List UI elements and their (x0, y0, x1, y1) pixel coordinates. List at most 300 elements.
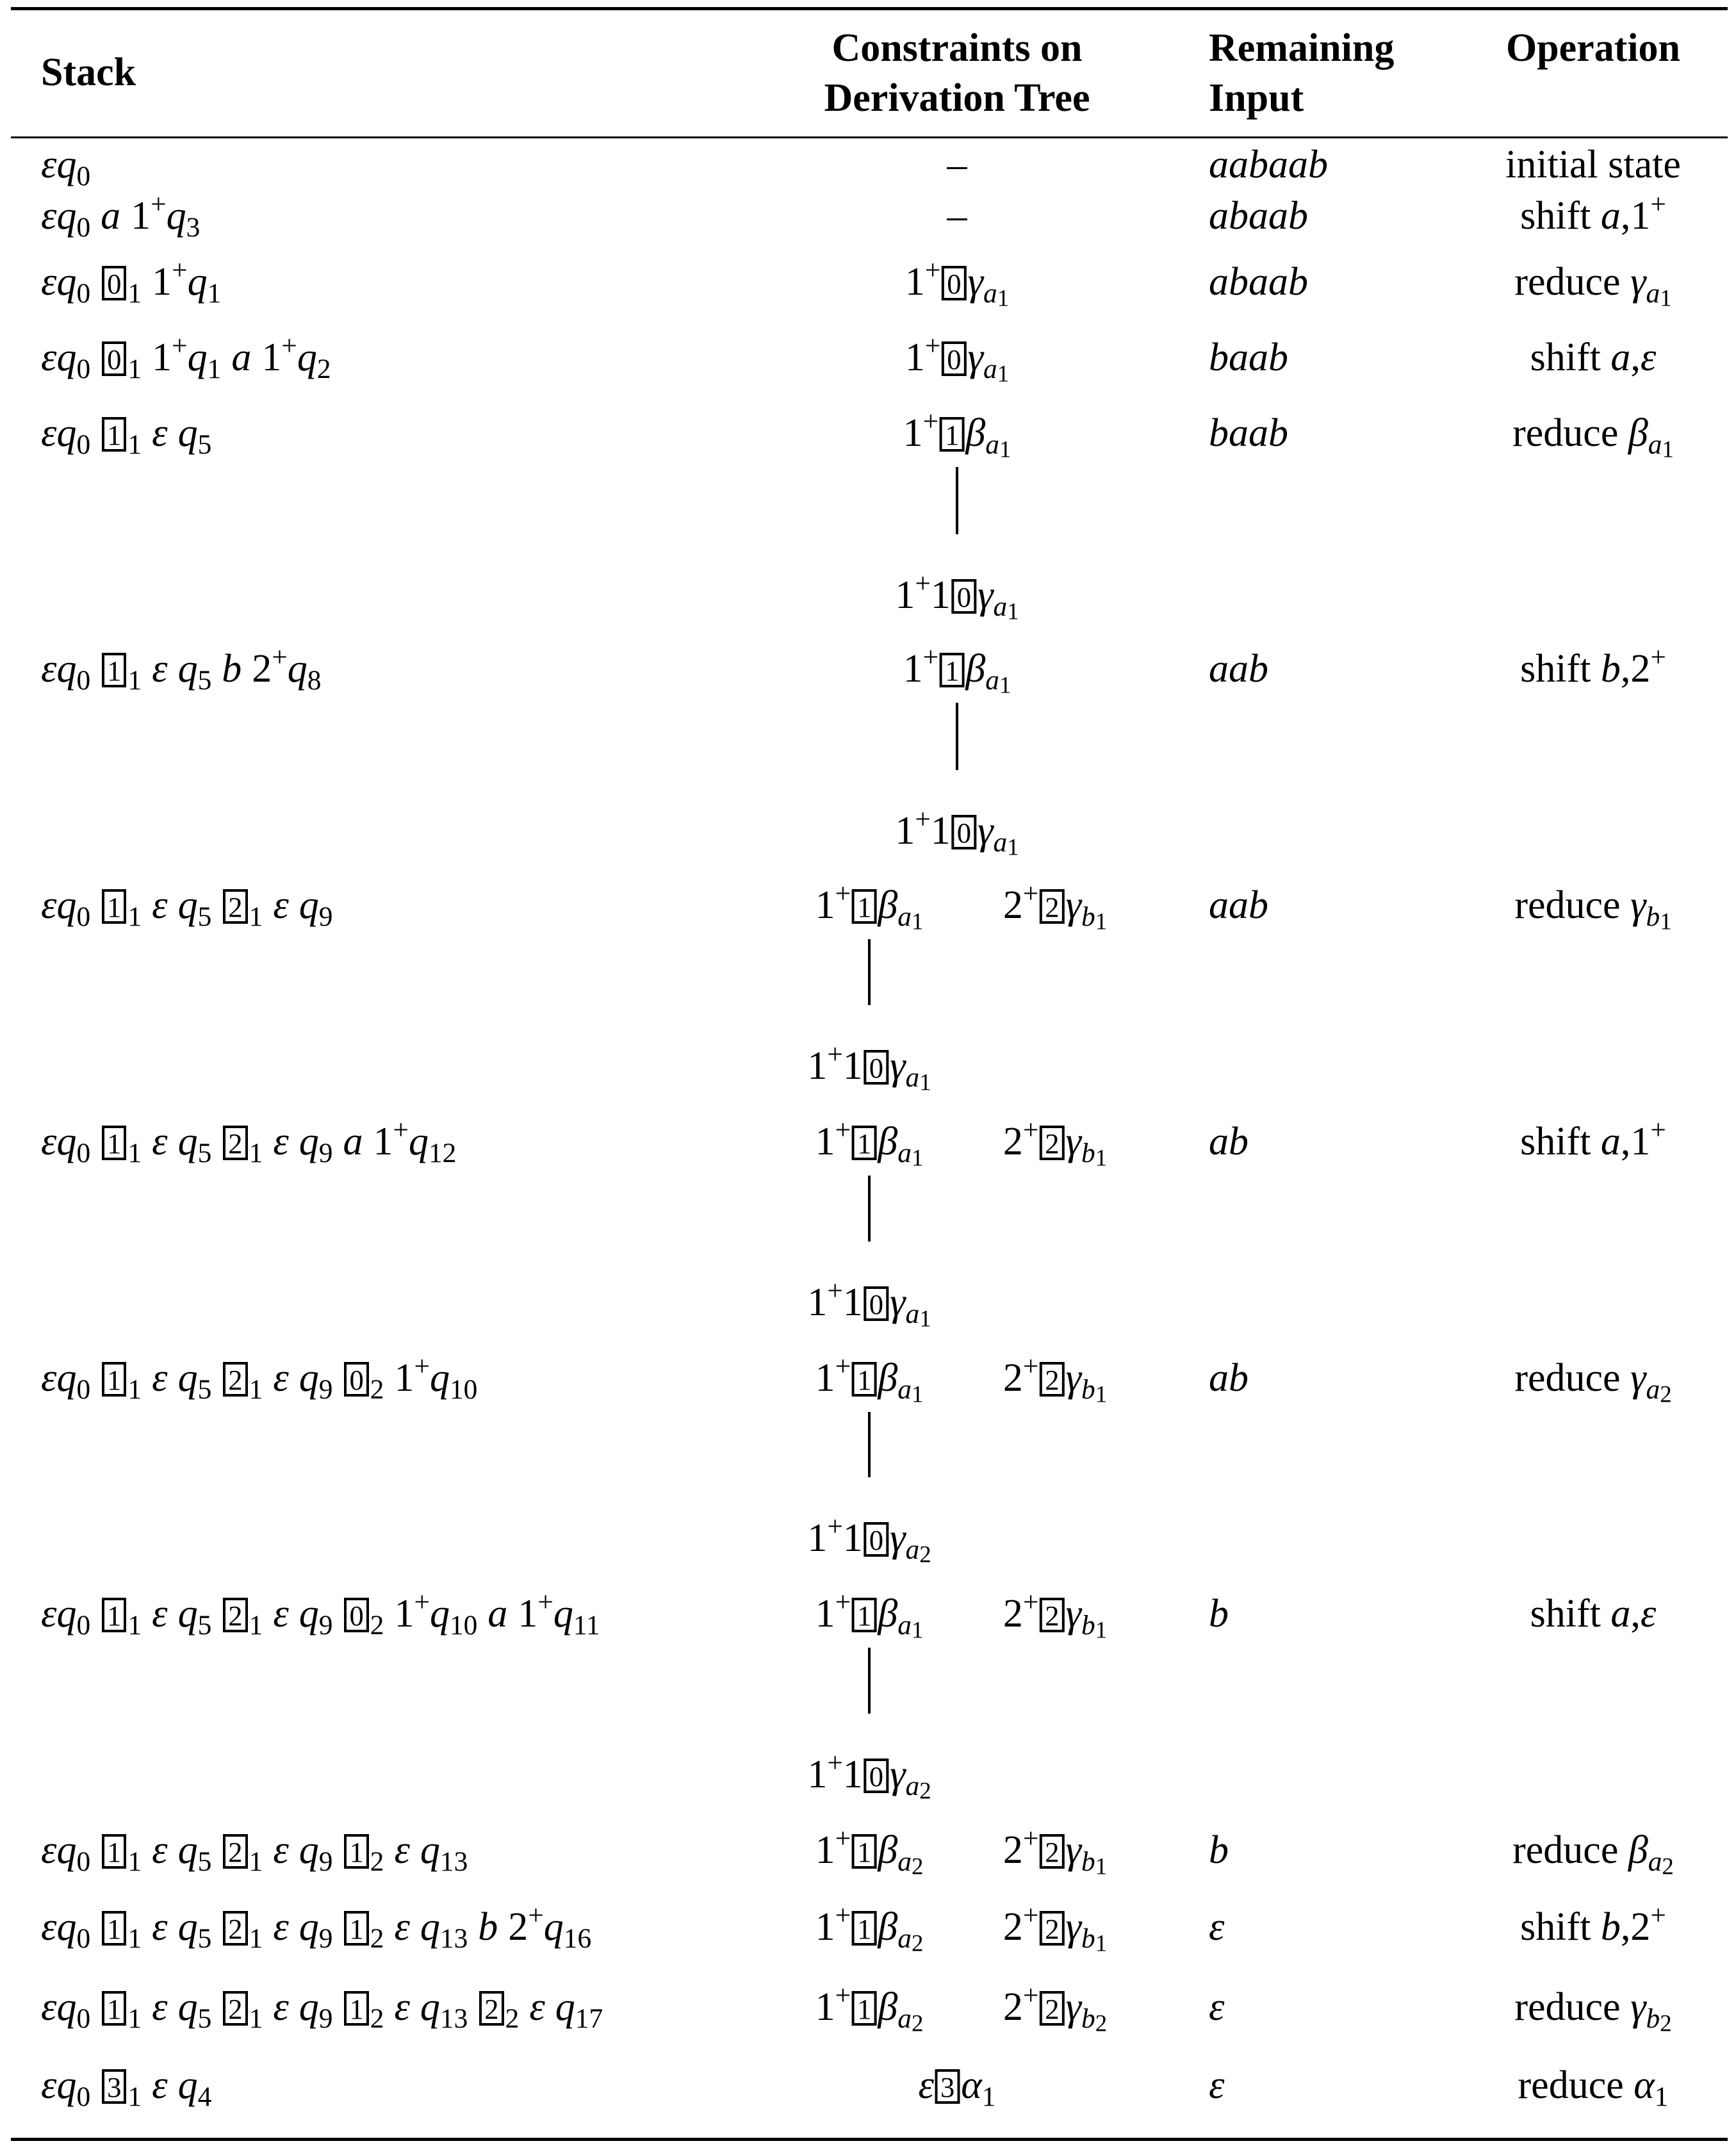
math-symbol: q (187, 336, 208, 379)
math-symbol: 2 (1003, 1356, 1023, 1400)
subscript (450, 1374, 477, 1405)
subscript (370, 1846, 384, 1877)
math-token (843, 1044, 863, 1088)
math-group (177, 1119, 212, 1169)
math-token (101, 883, 142, 933)
subscript-text: 2 (316, 354, 331, 385)
math-token (947, 194, 967, 238)
subscript (76, 1846, 90, 1877)
math-group (101, 1591, 142, 1641)
math-symbol: b (1600, 647, 1621, 691)
math-symbol: ε (41, 1120, 57, 1163)
subscript-text: 16 (563, 1923, 592, 1955)
subscript-text: b (1646, 2003, 1660, 2035)
box-index: 0 (864, 1522, 888, 1557)
subscript-text: 17 (575, 2003, 603, 2035)
math-token (41, 194, 56, 238)
math-symbol: q (56, 411, 77, 455)
math-group (815, 878, 924, 935)
math-token (895, 568, 931, 617)
math-token (101, 1985, 142, 2035)
math-token (851, 1985, 878, 2029)
math-group (222, 1119, 263, 1169)
math-token (1038, 883, 1065, 927)
superscript: + (281, 331, 297, 362)
box-index: 2 (223, 1834, 247, 1869)
box-index: 0 (942, 266, 966, 301)
math-token (273, 1985, 288, 2029)
tree-edge (868, 1648, 871, 1714)
derivation-tree-child (807, 1039, 931, 1095)
math-symbol: b (1600, 1905, 1621, 1949)
math-symbol: 1 (815, 1592, 835, 1636)
math-group (177, 1828, 212, 1878)
derivation-tree-root (815, 1980, 924, 2037)
stack-cell (41, 142, 91, 192)
math-token (56, 1985, 91, 2035)
math-group (815, 1115, 924, 1171)
operation-word: shift (1520, 1905, 1591, 1949)
superscript: + (172, 255, 188, 286)
math-token (152, 1985, 167, 2029)
subscript-text: 5 (197, 429, 212, 461)
subscript (319, 901, 333, 932)
subscript-text: 1 (249, 1374, 263, 1406)
derivation-tree-child (895, 804, 1019, 860)
math-group (152, 255, 222, 309)
math-group (903, 406, 1011, 463)
subscript (370, 2003, 384, 2034)
subscript-text: b (1081, 1138, 1095, 1169)
operation-cell (1530, 335, 1657, 380)
math-token (1038, 1905, 1065, 1949)
box-index: 0 (864, 1759, 888, 1794)
math-symbol: β (1628, 411, 1648, 455)
box-index: 1 (102, 1991, 126, 2026)
math-token (394, 1985, 409, 2029)
box-index: 2 (223, 1991, 247, 2026)
math-symbol: q (287, 647, 307, 691)
subscript (370, 1374, 384, 1405)
box-index: 1 (940, 653, 964, 688)
math-symbol: 2 (252, 647, 272, 691)
math-symbol: q (177, 1985, 198, 2029)
math-symbol: 1 (807, 1516, 828, 1560)
subscript-text: 9 (318, 1138, 333, 1169)
box-index: 1 (102, 1834, 126, 1869)
tree-edge (868, 1412, 871, 1477)
subscript-text: 9 (318, 1846, 333, 1878)
subscript (76, 2003, 90, 2034)
subscript-text: 1 (249, 1923, 263, 1955)
subscript (1081, 1138, 1108, 1171)
math-token (273, 1592, 288, 1636)
subscript (249, 2003, 263, 2034)
math-symbol: ε (152, 1592, 168, 1636)
math-symbol: q (177, 647, 198, 691)
math-group (815, 1587, 924, 1643)
math-token (863, 1044, 890, 1088)
math-symbol: q (420, 1905, 440, 1949)
math-symbol: γ (1630, 883, 1646, 927)
math-symbol: 2 (1630, 647, 1651, 691)
math-group (101, 646, 142, 696)
math-token (978, 573, 1019, 625)
superscript: + (1650, 1900, 1666, 1931)
math-symbol: β (878, 1356, 898, 1400)
subscript-text: 0 (76, 354, 91, 385)
subscript-text: 5 (197, 1846, 212, 1878)
math-token (222, 883, 263, 933)
subscript-text: a (905, 1062, 920, 1094)
subscript-text: a (983, 354, 997, 385)
math-token (343, 1905, 384, 1955)
math-group (41, 411, 91, 461)
math-group (273, 883, 288, 928)
sub-subscript: 1 (1095, 1853, 1108, 1880)
superscript: + (835, 1351, 851, 1382)
math-group (152, 1356, 167, 1400)
math-group (101, 335, 142, 385)
box-index: 2 (1040, 1834, 1064, 1869)
math-group (261, 331, 331, 385)
box-index: 0 (102, 341, 126, 377)
superscript: + (528, 1900, 544, 1931)
math-group (1600, 1900, 1666, 1949)
math-token (815, 1115, 851, 1163)
math-token (1601, 194, 1621, 238)
math-group (222, 1828, 263, 1878)
math-symbol: γ (890, 1281, 906, 1324)
math-token (878, 1592, 924, 1643)
header-stack: Stack (41, 51, 136, 94)
math-token (56, 1120, 91, 1169)
superscript: + (827, 1275, 843, 1307)
math-group (41, 259, 91, 309)
operation-cell (1520, 642, 1666, 691)
sub-subscript: 2 (911, 1853, 924, 1880)
math-token (299, 1120, 333, 1169)
remaining-input: baab (1209, 336, 1288, 379)
math-token (843, 1281, 863, 1324)
math-group (273, 1119, 288, 1164)
subscript-text: b (1081, 1923, 1095, 1955)
math-token (947, 143, 967, 186)
math-token (815, 1900, 851, 1949)
math-token (394, 1905, 409, 1949)
math-symbol: q (299, 883, 319, 927)
math-group (177, 411, 212, 461)
subscript-text: a (993, 827, 1008, 858)
box-index: 3 (102, 2069, 126, 2104)
math-token (1630, 1356, 1672, 1407)
math-token (938, 411, 965, 455)
math-symbol: a (1610, 1592, 1631, 1636)
math-token (487, 1592, 507, 1636)
superscript: + (835, 1115, 851, 1146)
math-token (56, 1356, 91, 1406)
math-group (478, 1985, 520, 2035)
subscript-text: 0 (76, 1923, 91, 1955)
superscript: + (924, 331, 941, 362)
math-symbol: 2 (1003, 1905, 1023, 1949)
math-token (41, 1120, 56, 1163)
math-token (553, 1592, 600, 1641)
math-token (56, 336, 91, 385)
math-token (1038, 1828, 1065, 1872)
math-symbol: 2 (1003, 1120, 1023, 1163)
math-group (1628, 1828, 1674, 1880)
box-index: 1 (102, 889, 126, 924)
math-group (1600, 1115, 1666, 1164)
operation-cell (1520, 1115, 1666, 1164)
superscript: + (1650, 189, 1666, 220)
subscript-text: 3 (186, 212, 201, 243)
math-token (222, 1985, 263, 2035)
math-token (967, 336, 1010, 387)
math-token (222, 647, 242, 691)
math-token (903, 406, 939, 455)
math-token (1630, 189, 1666, 238)
math-symbol: γ (1630, 1985, 1646, 2029)
math-group (807, 1275, 931, 1332)
math-token (56, 194, 91, 243)
math-symbol: 1 (807, 1281, 828, 1324)
math-group (177, 1905, 212, 1955)
math-symbol: q (429, 1592, 450, 1636)
math-symbol: ε (41, 647, 57, 691)
math-symbol: q (56, 1905, 77, 1949)
subscript (249, 1138, 263, 1168)
math-token (965, 647, 1011, 698)
math-symbol: q (177, 1356, 198, 1400)
subscript (76, 901, 90, 932)
math-token (815, 878, 851, 927)
subscript (127, 901, 142, 932)
math-token (1601, 1905, 1621, 1949)
math-token (343, 1592, 384, 1641)
math-group (903, 642, 1011, 698)
math-token (478, 1905, 498, 1949)
math-symbol: ε (273, 1592, 289, 1636)
subscript-text: 5 (197, 1610, 212, 1641)
operation-cell (1514, 883, 1672, 935)
subscript (1081, 1374, 1107, 1405)
math-group (299, 1905, 333, 1955)
sub-subscript: 1 (1662, 436, 1674, 463)
table-row (0, 642, 1736, 860)
subscript (1648, 429, 1674, 463)
math-group (394, 1985, 409, 2029)
subscript (249, 1610, 263, 1641)
math-symbol: q (177, 1120, 198, 1163)
subscript-text: b (1081, 1374, 1095, 1406)
math-symbol: 2 (1630, 1905, 1651, 1949)
math-symbol: γ (978, 809, 994, 853)
superscript: + (835, 878, 851, 910)
math-token (394, 1828, 409, 1872)
subscript (198, 1374, 212, 1405)
sub-subscript: 1 (1095, 1616, 1108, 1643)
subscript (127, 665, 142, 696)
math-token (1003, 1823, 1039, 1872)
math-symbol: γ (890, 1516, 906, 1560)
box-index: 1 (102, 1362, 126, 1397)
math-symbol: ε (1640, 1592, 1657, 1636)
subscript-text: 0 (76, 278, 91, 309)
math-token (938, 647, 965, 691)
math-token (1630, 1592, 1641, 1636)
math-token (287, 647, 322, 696)
math-token (152, 1905, 167, 1949)
math-symbol: α (1634, 2063, 1655, 2107)
math-token (1630, 260, 1672, 311)
tree-edge (868, 939, 871, 1005)
subscript (127, 1610, 142, 1641)
remaining-input: baab (1209, 411, 1288, 455)
subscript-text: 1 (127, 665, 142, 696)
math-group (177, 646, 212, 696)
subscript (76, 354, 90, 384)
box-index: 1 (344, 1834, 368, 1869)
math-symbol: 2 (1003, 883, 1023, 927)
subscript-text: 11 (573, 1610, 600, 1641)
subscript-text: b (1081, 1610, 1095, 1641)
math-token (1621, 647, 1631, 691)
math-symbol: q (429, 1356, 450, 1400)
math-token (815, 1980, 851, 2029)
subscript (198, 1610, 212, 1641)
subscript-text: a (1648, 1846, 1662, 1878)
math-token (56, 260, 91, 309)
math-token (41, 883, 56, 927)
operation-cell (1518, 2063, 1669, 2113)
math-token (273, 1356, 288, 1400)
math-group (1003, 1115, 1108, 1171)
math-token (252, 642, 288, 691)
subscript-text: 13 (439, 1846, 468, 1878)
subscript-text: a (983, 278, 997, 309)
subscript-text: a (905, 1299, 920, 1330)
math-symbol: a (101, 194, 121, 238)
subscript (127, 1846, 142, 1877)
operation-word: shift (1530, 1592, 1601, 1636)
subscript-text: 5 (197, 1138, 212, 1169)
box-index: 1 (344, 1991, 368, 2026)
subscript (186, 212, 201, 243)
math-symbol: γ (1065, 1120, 1082, 1163)
math-symbol: a (487, 1592, 508, 1636)
math-token (967, 260, 1010, 311)
superscript: + (1022, 1115, 1039, 1146)
box-index: 0 (864, 1050, 888, 1085)
box-index: 1 (852, 1911, 876, 1946)
derivation-tree-root (1003, 1587, 1108, 1643)
math-token (940, 336, 967, 379)
math-group (101, 411, 142, 461)
derivation-tree-root (815, 1823, 924, 1880)
math-token (222, 1356, 263, 1406)
math-token (934, 2063, 961, 2107)
stack-cell (41, 1351, 478, 1406)
math-token (56, 143, 91, 192)
math-group (420, 1905, 468, 1955)
math-symbol: q (56, 260, 77, 304)
math-token (555, 1985, 603, 2035)
math-group (101, 1905, 142, 1955)
subscript (208, 354, 222, 384)
operation-cell (1505, 142, 1681, 187)
header-constraints-line1: Constraints on (831, 26, 1083, 70)
subscript (319, 1923, 333, 1954)
sub-subscript: 1 (1660, 908, 1672, 935)
math-token (878, 883, 924, 935)
derivation-tree-root (1003, 1823, 1108, 1880)
math-group (1628, 411, 1674, 463)
operation-word: reduce (1514, 260, 1621, 304)
math-token (101, 647, 142, 696)
math-symbol: ε (394, 1985, 410, 2029)
subscript (127, 354, 142, 384)
sub-subscript: 1 (911, 1381, 924, 1407)
math-symbol: γ (1065, 883, 1082, 927)
math-group (101, 193, 120, 238)
subscript (319, 1374, 333, 1405)
subscript-text: 1 (127, 1923, 142, 1955)
math-group (299, 1985, 333, 2035)
math-token (1630, 1985, 1672, 2037)
subscript-text: 4 (197, 2081, 212, 2113)
derivation-tree-root (1003, 1351, 1108, 1407)
box-index: 1 (102, 1911, 126, 1946)
math-symbol: β (878, 883, 898, 927)
subscript (319, 1846, 333, 1877)
subscript-text: 1 (127, 1138, 142, 1169)
operation-word: reduce (1512, 1828, 1619, 1872)
math-symbol: ε (273, 1120, 289, 1163)
table-row (0, 878, 1736, 1095)
math-token (166, 194, 201, 243)
box-index: 1 (940, 417, 964, 452)
math-symbol: 1 (930, 573, 951, 617)
math-token (1630, 642, 1666, 691)
stack-cell (41, 1115, 457, 1169)
subscript (897, 1374, 923, 1405)
subscript-text: a (897, 1923, 912, 1955)
operation-word: shift (1520, 647, 1591, 691)
subscript-text: 1 (249, 1610, 263, 1641)
superscript: + (1022, 1823, 1039, 1855)
math-symbol: 1 (903, 411, 923, 455)
subscript (127, 1923, 142, 1954)
math-token (1003, 1980, 1039, 2029)
math-symbol: 2 (508, 1905, 528, 1949)
box-index: 1 (852, 1362, 876, 1397)
math-token (1065, 1828, 1108, 1880)
math-token (815, 1587, 851, 1636)
math-token (843, 1516, 863, 1560)
math-group (177, 1985, 212, 2035)
math-symbol: a (1600, 194, 1621, 238)
math-symbol: 1 (842, 1281, 863, 1324)
subscript-text: 1 (127, 1846, 142, 1878)
table-row (0, 255, 1736, 311)
subscript (317, 354, 331, 384)
math-symbol: 1 (842, 1516, 863, 1560)
math-symbol: , (1620, 647, 1631, 691)
box-index: 1 (102, 417, 126, 452)
math-symbol: q (177, 1592, 198, 1636)
